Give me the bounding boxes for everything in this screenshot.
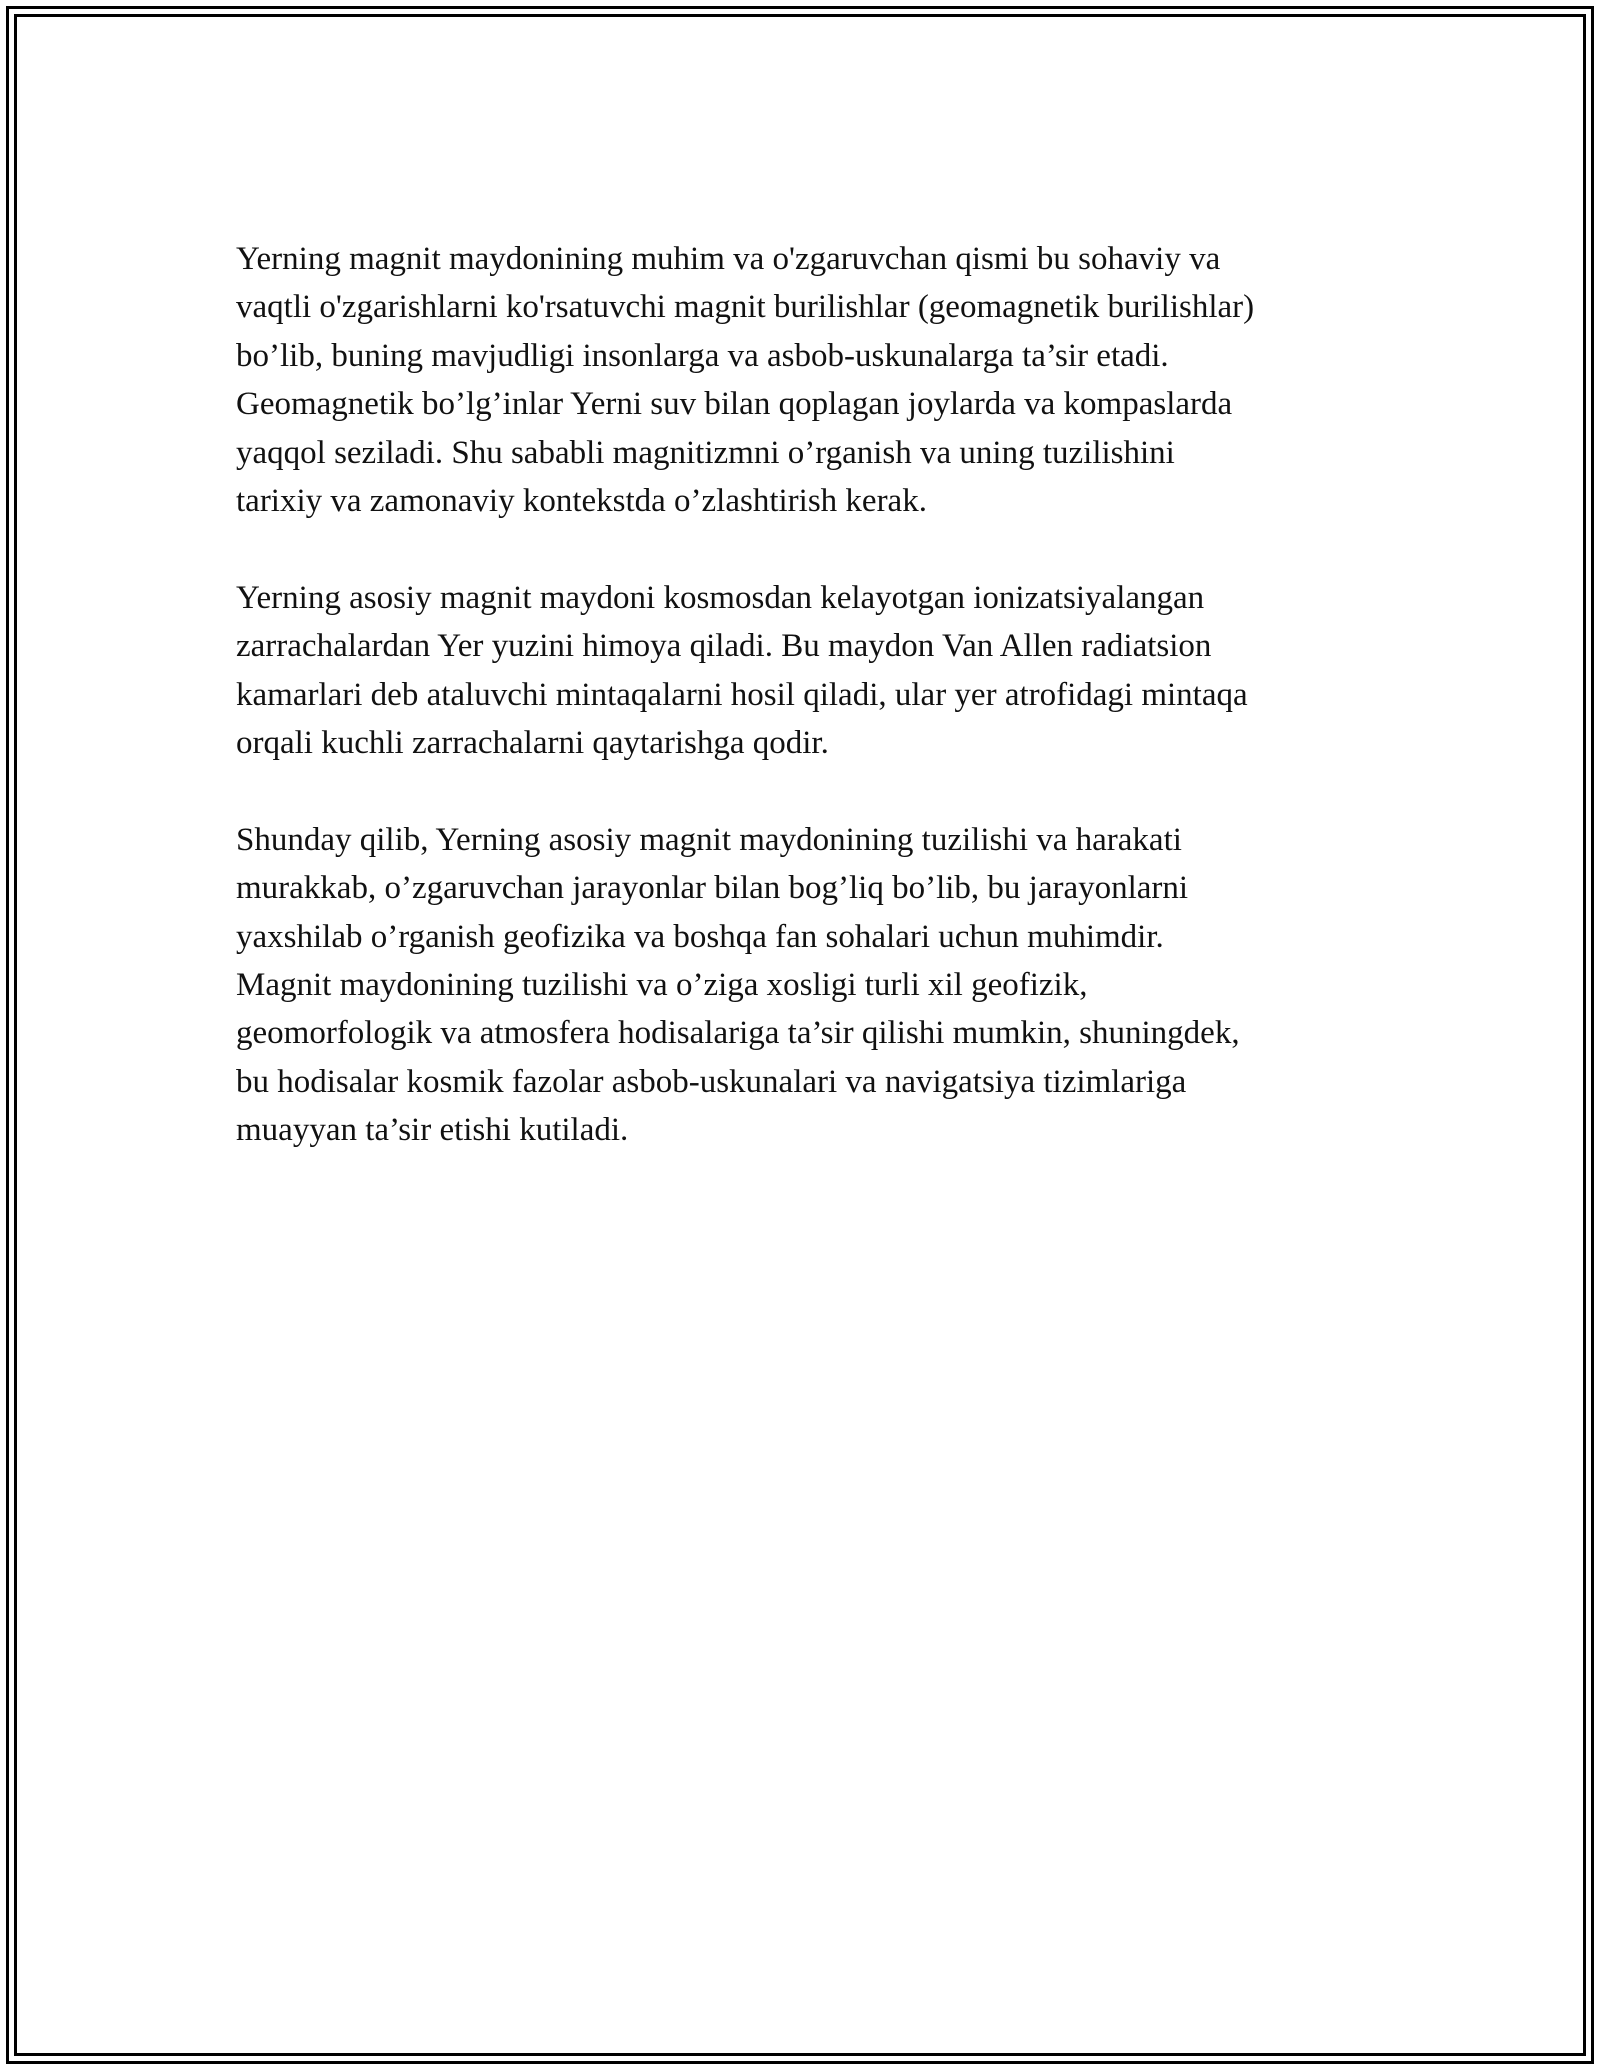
paragraph-3: Shunday qilib, Yerning asosiy magnit maydonining tuzilishi va harakati murakkab, o’zgaruvchan jarayonlar bilan bog’liq bo’lib, bu jarayonlarni yaxshilab o’rganish geofizika va boshqa fan sohalari uchun muhimdir. Magnit maydonining tuzilishi va o’ziga xosligi turli xil geofizik, geomorfologik va atmosfera hodisalariga ta’sir qilishi mumkin, shuningdek, bu hodisalar kosmik fazolar asbob-uskunalari va navigatsiya tizimlariga muayyan ta’sir etishi kutiladi. [236, 821, 1240, 1149]
document-body [236, 235, 1396, 1203]
paragraph-2: Yerning asosiy magnit maydoni kosmosdan kelayotgan ionizatsiyalangan zarrachalardan Yer yuzini himoya qiladi. Bu maydon Van Allen radiatsion kamarlari deb ataluvchi mintaqalarni hosil qiladi, ular yer atrofidagi mintaqa orqali kuchli zarrachalarni qaytarishga qodir. [236, 579, 1248, 762]
paragraph-1: Yerning magnit maydonining muhim va o'zgaruvchan qismi bu sohaviy va vaqtli o'zgarishlarni ko'rsatuvchi magnit burilishlar (geomagnetik burilishlar) bo’lib, buning mavjudligi insonlarga va asbob-uskunalarga ta’sir etadi. Geomagnetik bo’lg’inlar Yerni suv bilan qoplagan joylarda va kompaslarda yaqqol seziladi. Shu sababli magnitizmni o’rganish va uning tuzilishini tarixiy va zamonaviy kontekstda o’zlashtirish kerak. [236, 241, 1255, 520]
